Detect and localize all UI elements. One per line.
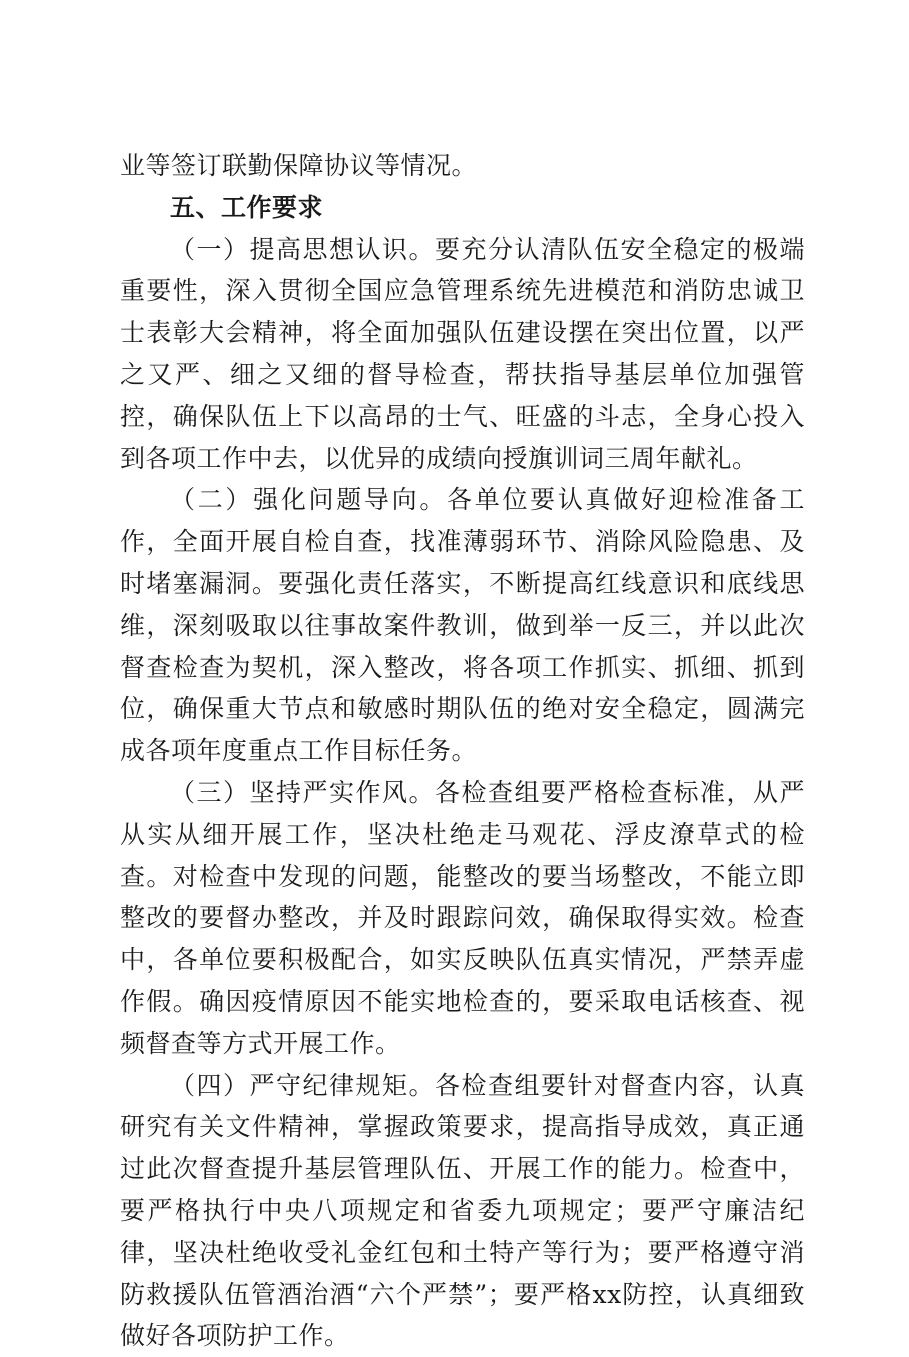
section-heading: 五、工作要求 bbox=[170, 192, 324, 222]
document-body bbox=[120, 145, 805, 1357]
paragraph-4: （四）严守纪律规矩。各检查组要针对督查内容，认真研究有关文件精神，掌握政策要求，提高指导成效，真正通过此次督查提升基层管理队伍、开展工作的能力。检查中，要严格执行中央八项规定和省委九项规定；要严守廉洁纪律，坚决杜绝收受礼金红包和土特产等行为；要严格遵守消防救援队伍管酒治酒“六个严禁”；要严格xx防控，认真细致做好各项防护工作。 bbox=[120, 1070, 805, 1351]
paragraph-2: （二）强化问题导向。各单位要认真做好迎检准备工作，全面开展自检自查，找准薄弱环节、消除风险隐患、及时堵塞漏洞。要强化责任落实，不断提高红线意识和底线思维，深刻吸取以往事故案件教训，做到举一反三，并以此次督查检查为契机，深入整改，将各项工作抓实、抓细、抓到位，确保重大节点和敏感时期队伍的绝对安全稳定，圆满完成各项年度重点工作目标任务。 bbox=[120, 485, 805, 766]
paragraph-1: （一）提高思想认识。要充分认清队伍安全稳定的极端重要性，深入贯彻全国应急管理系统先进模范和消防忠诚卫士表彰大会精神，将全面加强队伍建设摆在突出位置，以严之又严、细之又细的督导检查，帮扶指导基层单位加强管控，确保队伍上下以高昂的士气、旺盛的斗志，全身心投入到各项工作中去，以优异的成绩向授旗训词三周年献礼。 bbox=[120, 234, 805, 473]
paragraph-3: （三）坚持严实作风。各检查组要严格检查标准，从严从实从细开展工作，坚决杜绝走马观花、浮皮潦草式的检查。对检查中发现的问题，能整改的要当场整改，不能立即整改的要督办整改，并及时跟踪问效，确保取得实效。检查中，各单位要积极配合，如实反映队伍真实情况，严禁弄虚作假。确因疫情原因不能实地检查的，要采取电话核查、视频督查等方式开展工作。 bbox=[120, 777, 805, 1058]
continuation-text: 业等签订联勤保障协议等情况。 bbox=[120, 151, 478, 180]
